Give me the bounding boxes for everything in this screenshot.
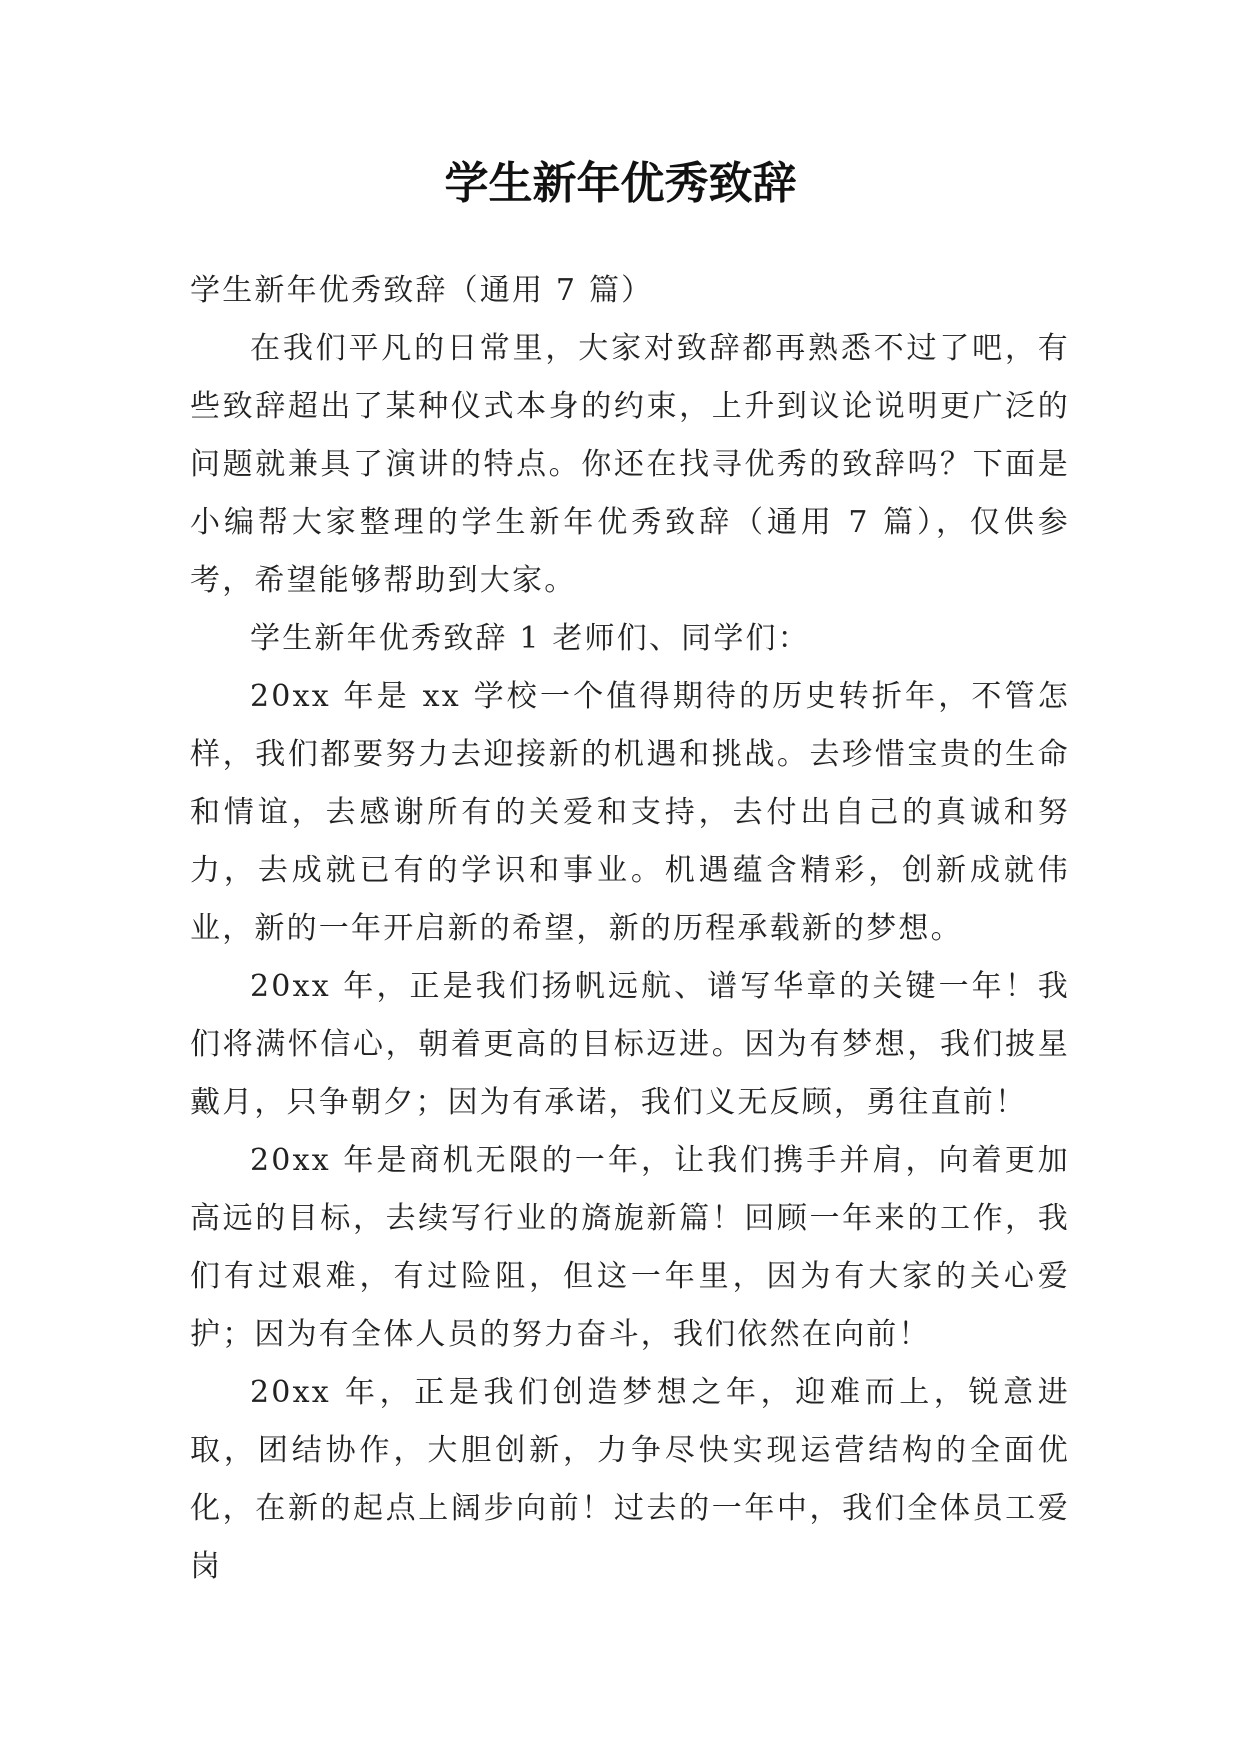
paragraph-intro: 在我们平凡的日常里，大家对致辞都再熟悉不过了吧，有些致辞超出了某种仪式本身的约束，上升到议论说明更广泛的问题就兼具了演讲的特点。你还在找寻优秀的致辞吗？下面是小编帮大家整理的学生新年优秀致辞（通用 7 篇），仅供参考，希望能够帮助到大家。 (190, 331, 1070, 598)
document-subtitle: 学生新年优秀致辞（通用 7 篇） (190, 273, 654, 308)
document-body (190, 262, 1070, 1596)
paragraph: 20xx 年，正是我们扬帆远航、谱写华章的关键一年！我们将满怀信心，朝着更高的目标迈进。因为有梦想，我们披星戴月，只争朝夕；因为有承诺，我们义无反顾，勇往直前！ (190, 969, 1070, 1120)
document-title: 学生新年优秀致辞 (444, 158, 797, 209)
paragraph: 20xx 年是商机无限的一年，让我们携手并肩，向着更加高远的目标，去续写行业的旖旎新篇！回顾一年来的工作，我们有过艰难，有过险阻，但这一年里，因为有大家的关心爱护；因为有全体人员的努力奋斗，我们依然在向前！ (190, 1143, 1070, 1352)
paragraph: 20xx 年是 xx 学校一个值得期待的历史转折年，不管怎样，我们都要努力去迎接新的机遇和挑战。去珍惜宝贵的生命和情谊，去感谢所有的关爱和支持，去付出自己的真诚和努力，去成就已有的学识和事业。机遇蕴含精彩，创新成就伟业，新的一年开启新的希望，新的历程承载新的梦想。 (190, 679, 1070, 946)
paragraph-greeting: 学生新年优秀致辞 1 老师们、同学们： (250, 621, 810, 656)
paragraph: 20xx 年，正是我们创造梦想之年，迎难而上，锐意进取，团结协作，大胆创新，力争尽快实现运营结构的全面优化，在新的起点上阔步向前！过去的一年中，我们全体员工爱岗 (190, 1375, 1070, 1584)
